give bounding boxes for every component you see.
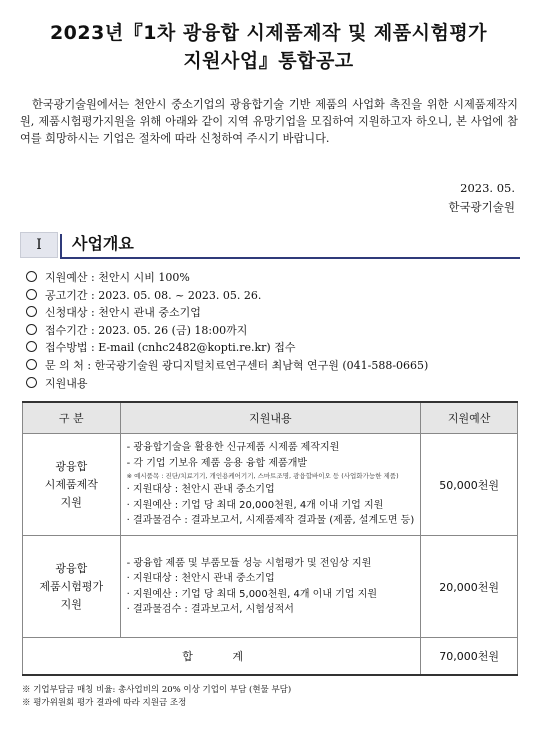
circle-bullet-icon: [26, 289, 37, 300]
section-underline: [60, 257, 520, 259]
section-divider-vertical: [60, 234, 62, 258]
header-budget: 지원예산: [421, 402, 518, 434]
row-budget: 50,000천원: [421, 434, 518, 536]
support-table: [22, 401, 518, 676]
row-budget: 20,000천원: [421, 536, 518, 638]
row-category: 광융합 제품시험평가 지원: [23, 536, 121, 638]
list-item-text: 접수방법 : E-mail (cnhc2482@kopti.re.kr) 접수: [45, 341, 296, 355]
row-content: - 광융합 제품 및 부품모듈 성능 시험평가 및 전임상 지원 · 지원대상 : 천안시 관내 중소기업 · 지원예산 : 기업 당 최대 5,000천원, 4개 이내 기업 지원 · 결과물검수 : 결과보고서, 시험성적서: [120, 536, 421, 638]
total-value: 70,000천원: [421, 638, 518, 676]
list-item-text: 지원예산 : 천안시 시비 100%: [45, 271, 190, 284]
list-item: [26, 357, 428, 375]
header-content: 지원내용: [120, 402, 421, 434]
intro-paragraph: 한국광기술원에서는 천안시 중소기업의 광융합기술 기반 제품의 사업화 촉진을 위한 시제품제작지원, 제품시험평가지원을 위해 아래와 같이 지역 유망기업을 모집하여 지원하고자 하오니, 본 사업에 참여를 희망하시는 기업은 절차에 따라 신청하여 주시기 바랍니다.: [20, 98, 518, 145]
footnote: ※ 기업부담금 매칭 비율: 총사업비의 20% 이상 기업이 부담 (현물 부담): [22, 685, 292, 695]
organization-name: 한국광기술원: [448, 200, 515, 214]
section-header: [20, 232, 500, 258]
document-title-line1: 2023년『1차 광융합 시제품제작 및 제품시험평가: [49, 22, 488, 44]
list-item: [26, 375, 428, 393]
row-category: 광융합 시제품제작 지원: [23, 434, 121, 536]
table-row: [23, 434, 518, 536]
row-content: - 광융합기술을 활용한 신규제품 시제품 제작지원 - 각 기업 기보유 제품 응용 융합 제품개발 ※ 예시품목 : 진단/치료기기, 개인용케어기기, 스마트조명, 광융합바이오 등 (사업화가능한 제품) · 지원대상 : 천안시 관내 중소기업 · 지원예산 : 기업 당 최대 20,000천원, 4개 이내 기업 지원 · 결과물검수 : 결과보고서, 시제품제작 결과물 (제품, 설계도면 등): [120, 434, 421, 536]
announcement-date: 2023. 05.: [460, 181, 515, 195]
list-item-text: 접수기간 : 2023. 05. 26 (금) 18:00까지: [45, 323, 248, 337]
header-category: 구 분: [23, 402, 121, 434]
document-title-line2: 지원사업』통합공고: [183, 50, 354, 72]
list-item-text: 공고기간 : 2023. 05. 08. ~ 2023. 05. 26.: [45, 288, 262, 302]
total-label: 합 계: [23, 638, 421, 676]
circle-bullet-icon: [26, 377, 37, 388]
list-item: [26, 339, 428, 357]
list-item: [26, 304, 428, 322]
list-item: [26, 322, 428, 340]
list-item: [26, 269, 428, 287]
list-item: [26, 287, 428, 305]
footnote: ※ 평가위원회 평가 결과에 따라 지원금 조정: [22, 698, 187, 708]
circle-bullet-icon: [26, 271, 37, 282]
list-item-text: 지원내용: [45, 376, 88, 390]
footnotes: [22, 684, 291, 710]
table-row: [23, 536, 518, 638]
section-number: Ⅰ: [20, 232, 58, 258]
list-item-text: 문 의 처 : 한국광기술원 광디지털치료연구센터 최남혁 연구원 (041-588-0665): [45, 358, 429, 372]
circle-bullet-icon: [26, 306, 37, 317]
circle-bullet-icon: [26, 359, 37, 370]
table-header-row: [23, 402, 518, 434]
section-title: 사업개요: [72, 234, 134, 253]
list-item-text: 신청대상 : 천안시 관내 중소기업: [45, 306, 201, 320]
circle-bullet-icon: [26, 341, 37, 352]
overview-list: [26, 269, 428, 392]
circle-bullet-icon: [26, 324, 37, 335]
table-total-row: [23, 638, 518, 676]
